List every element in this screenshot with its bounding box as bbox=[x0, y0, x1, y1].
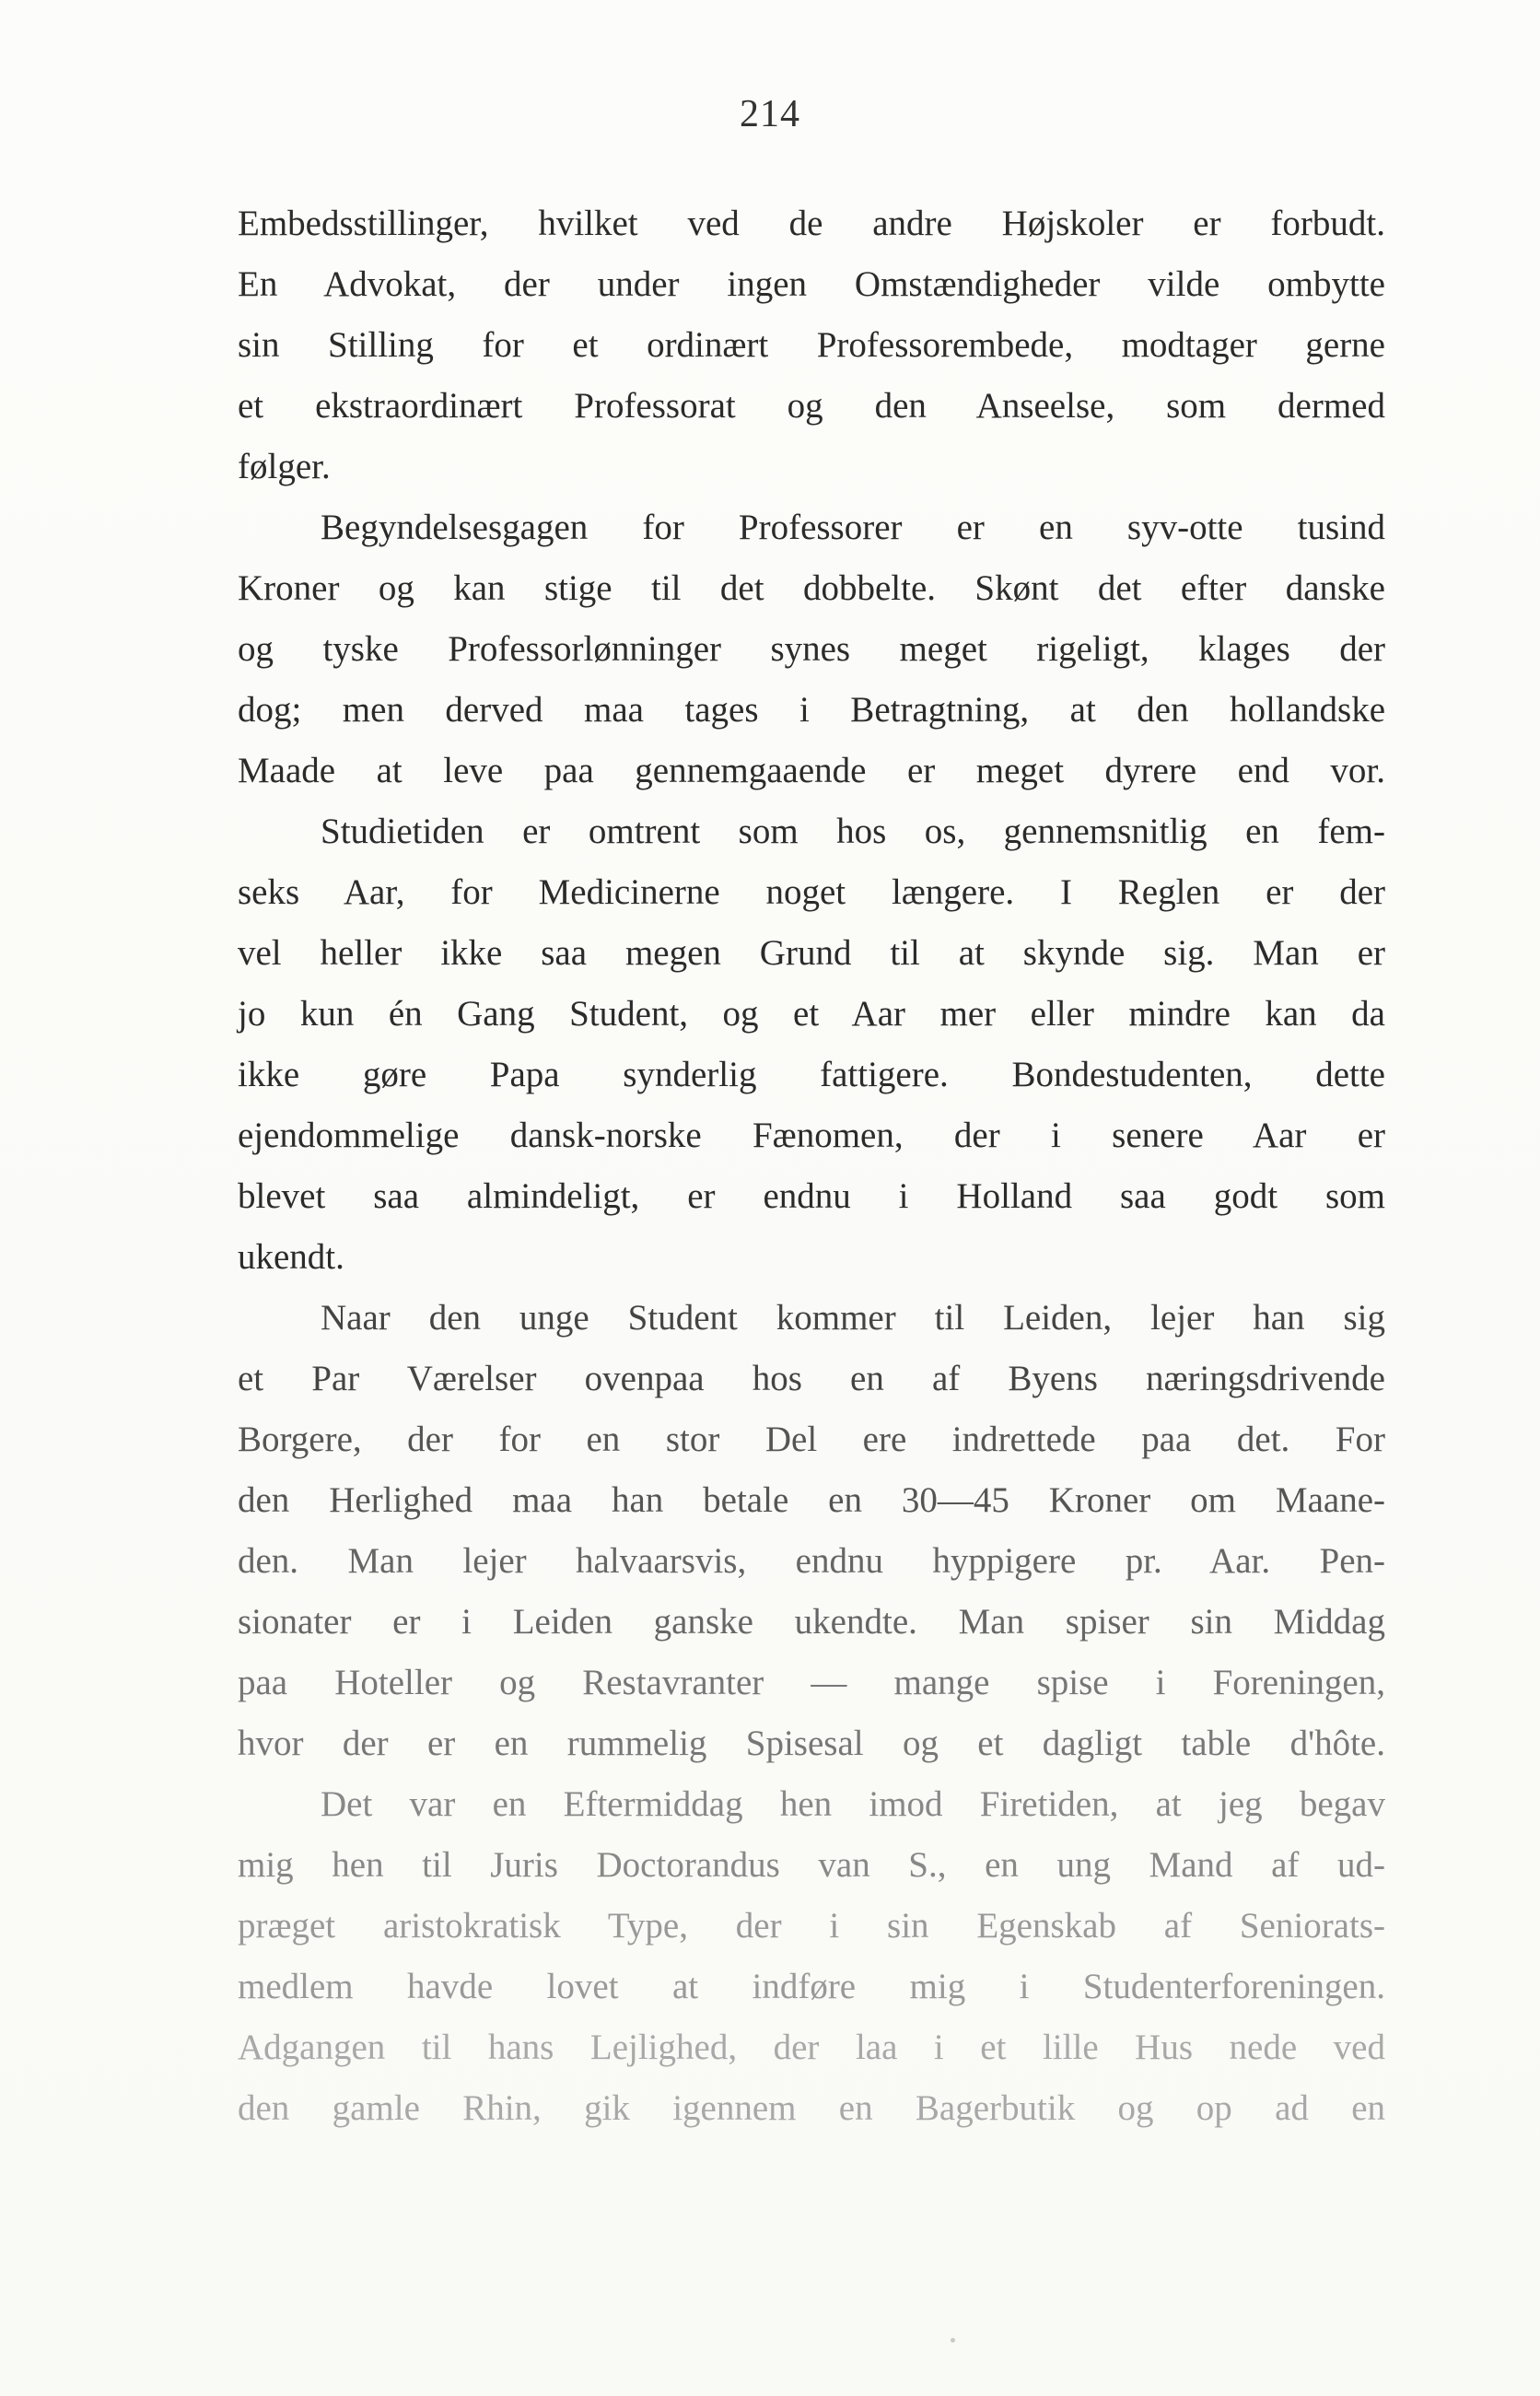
text-line: præget aristokratisk Type, der i sin Egenskab af Seniorats- bbox=[238, 1906, 1385, 1946]
text-line: Borgere, der for en stor Del ere indrettede paa det. For bbox=[238, 1420, 1385, 1459]
text-line: følger. bbox=[238, 447, 331, 486]
text-line: ejendommelige dansk-norske Fænomen, der i senere Aar er bbox=[238, 1116, 1385, 1155]
text-line: et ekstraordinært Professorat og den Anseelse, som dermed bbox=[238, 386, 1385, 426]
text-line: Kroner og kan stige til det dobbelte. Skønt det efter danske bbox=[238, 568, 1385, 608]
text-line: vel heller ikke saa megen Grund til at skynde sig. Man er bbox=[238, 933, 1385, 973]
text-line: Maade at leve paa gennemgaaende er meget dyrere end vor. bbox=[238, 751, 1385, 790]
text-line: Naar den unge Student kommer til Leiden, lejer han sig bbox=[321, 1298, 1385, 1338]
text-line: og tyske Professorlønninger synes meget rigeligt, klages der bbox=[238, 629, 1385, 669]
text-line: ukendt. bbox=[238, 1237, 344, 1277]
text-line: medlem havde lovet at indføre mig i Studenterforeningen. bbox=[238, 1967, 1385, 2006]
text-line: den gamle Rhin, gik igennem en Bagerbutik og op ad en bbox=[238, 2088, 1385, 2128]
body-text bbox=[238, 193, 1385, 2139]
text-line: Det var en Eftermiddag hen imod Firetiden, at jeg begav bbox=[321, 1784, 1385, 1824]
paper-speck bbox=[951, 2338, 955, 2343]
text-line: blevet saa almindeligt, er endnu i Holland saa godt som bbox=[238, 1176, 1385, 1216]
text-line: Embedsstillinger, hvilket ved de andre Højskoler er forbudt. bbox=[238, 204, 1385, 243]
text-line: den. Man lejer halvaarsvis, endnu hyppigere pr. Aar. Pen- bbox=[238, 1541, 1385, 1581]
text-line: En Advokat, der under ingen Omstændigheder vilde ombytte bbox=[238, 264, 1385, 304]
page-number: 214 bbox=[740, 93, 800, 135]
text-line: sin Stilling for et ordinært Professorembede, modtager gerne bbox=[238, 325, 1385, 365]
text-line: sionater er i Leiden ganske ukendte. Man spiser sin Middag bbox=[238, 1602, 1385, 1642]
text-line: den Herlighed maa han betale en 30—45 Kroner om Maane- bbox=[238, 1480, 1385, 1520]
text-line: et Par Værelser ovenpaa hos en af Byens næringsdrivende bbox=[238, 1359, 1385, 1398]
text-line: seks Aar, for Medicinerne noget længere. I Reglen er der bbox=[238, 872, 1385, 912]
text-line: Studietiden er omtrent som hos os, gennemsnitlig en fem- bbox=[321, 812, 1385, 851]
text-line: jo kun én Gang Student, og et Aar mer eller mindre kan da bbox=[238, 994, 1385, 1034]
text-line: Adgangen til hans Lejlighed, der laa i et lille Hus nede ved bbox=[238, 2028, 1385, 2067]
text-line: hvor der er en rummelig Spisesal og et dagligt table d'hôte. bbox=[238, 1724, 1385, 1763]
text-line: dog; men derved maa tages i Betragtning, at den hollandske bbox=[238, 690, 1385, 730]
text-line: mig hen til Juris Doctorandus van S., en ung Mand af ud- bbox=[238, 1845, 1385, 1885]
text-line: Begyndelsesgagen for Professorer er en syv-otte tusind bbox=[321, 508, 1385, 547]
text-line: ikke gøre Papa synderlig fattigere. Bondestudenten, dette bbox=[238, 1055, 1385, 1094]
text-line: paa Hoteller og Restavranter — mange spise i Foreningen, bbox=[238, 1663, 1385, 1702]
